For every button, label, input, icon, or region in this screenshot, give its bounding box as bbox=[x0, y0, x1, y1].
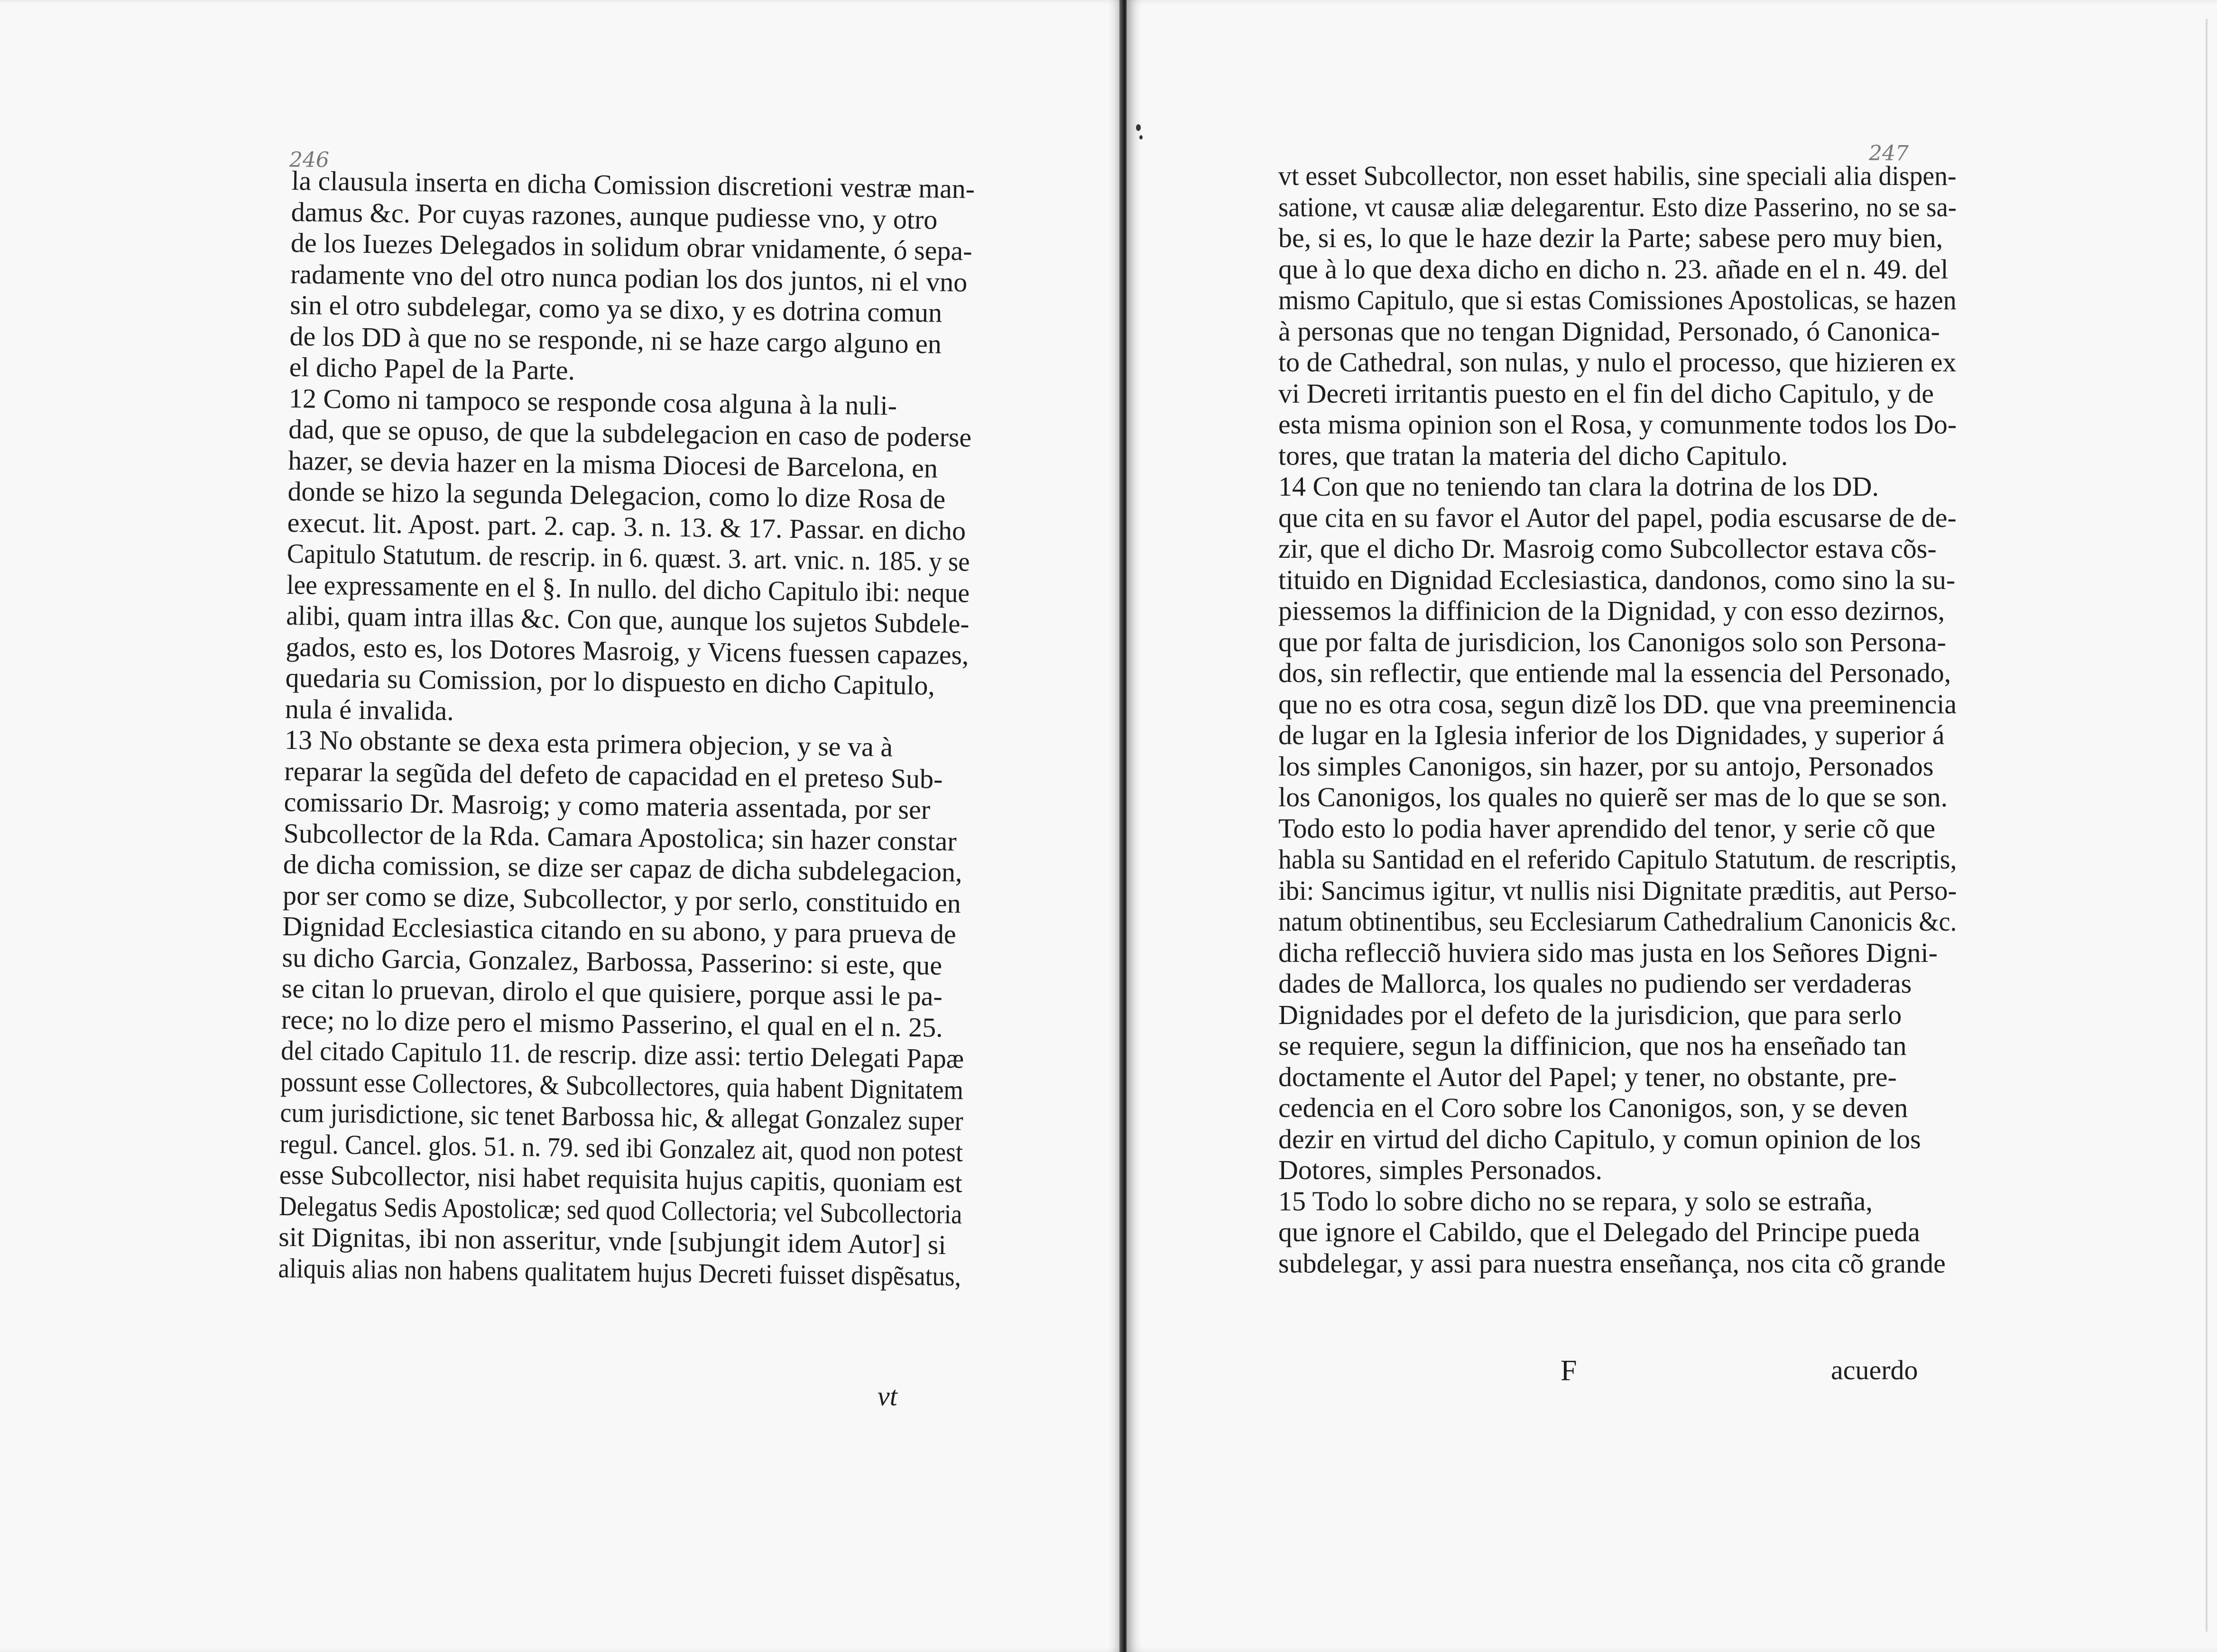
text-line: esse Subcollector, nisi habet requisita hujus capitis, quoniam est bbox=[279, 1159, 963, 1199]
right-catchword: acuerdo bbox=[1831, 1355, 1918, 1385]
text-line: dad, que se opuso, de que la subdelegacion en caso de poderse bbox=[288, 413, 972, 453]
text-line: ibi: Sancimus igitur, vt nullis nisi Dignitate præditis, aut Perso- bbox=[1278, 875, 1957, 906]
text-line: su dicho Garcia, Gonzalez, Barbossa, Passerino: si este, que bbox=[282, 941, 942, 981]
text-line: possunt esse Collectores, & Subcollectores, quia habent Dignitatem bbox=[280, 1066, 964, 1105]
text-line: Capitulo Statutum. de rescrip. in 6. quæst. 3. art. vnic. n. 185. y se bbox=[286, 537, 970, 577]
text-line: piessemos la diffinicion de la Dignidad, y con esso dezirnos, bbox=[1278, 595, 1945, 626]
text-line: de dicha comission, se dize ser capaz de dicha subdelegacion, bbox=[283, 848, 963, 888]
text-line: donde se hizo la segunda Delegacion, como lo dize Rosa de bbox=[287, 475, 946, 515]
text-line: el dicho Papel de la Parte. bbox=[289, 351, 575, 386]
right-page-text bbox=[1278, 160, 1957, 1279]
text-line: execut. lit. Apost. part. 2. cap. 3. n. 13. & 17. Passar. en dicho bbox=[287, 507, 966, 546]
text-line: Delegatus Sedis Apostolicæ; sed quod Collectoria; vel Subcollectoria bbox=[278, 1190, 962, 1229]
text-line: Dignidades por el defeto de la jurisdicion, que para serlo bbox=[1278, 999, 1902, 1030]
text-line: dos, sin reflectir, que entiende mal la essencia del Personado, bbox=[1278, 657, 1951, 688]
text-line: vt esset Subcollector, non esset habilis, sine speciali alia dispen- bbox=[1278, 160, 1957, 191]
text-line: 15 Todo lo sobre dicho no se repara, y solo se estraña, bbox=[1278, 1185, 1873, 1217]
text-line: Dotores, simples Personados. bbox=[1278, 1154, 1603, 1185]
text-line: Todo esto lo podia haver aprendido del tenor, y serie cõ que bbox=[1278, 812, 1936, 844]
text-line: Subcollector de la Rda. Camara Apostolica; sin hazer constar bbox=[283, 817, 957, 857]
text-line: lee expressamente en el §. In nullo. del dicho Capitulo ibi: neque bbox=[286, 569, 970, 609]
text-line: se citan lo pruevan, dirolo el que quisiere, porque assi le pa- bbox=[281, 972, 943, 1012]
text-line: 14 Con que no teniendo tan clara la dotrina de los DD. bbox=[1278, 471, 1879, 502]
text-line: de los Iuezes Delegados in solidum obrar vnidamente, ó sepa- bbox=[290, 227, 972, 267]
text-line: alibi, quam intra illas &c. Con que, aunque los sujetos Subdele- bbox=[286, 600, 970, 639]
text-line: de lugar en la Iglesia inferior de los Dignidades, y superior á bbox=[1278, 720, 1945, 750]
text-line: comissario Dr. Masroig; y como materia assentada, por ser bbox=[284, 786, 931, 825]
text-line: que cita en su favor el Autor del papel, podia escusarse de de- bbox=[1278, 502, 1957, 533]
left-page-text bbox=[278, 165, 975, 1292]
text-line: se requiere, segun la diffinicion, que nos ha enseñado tan bbox=[1278, 1030, 1907, 1061]
text-line: zir, que el dicho Dr. Masroig como Subcollector estava cõs- bbox=[1278, 533, 1937, 564]
text-line: dades de Mallorca, los quales no pudiendo ser verdaderas bbox=[1278, 968, 1912, 999]
text-line: reparar la segũda del defeto de capacidad en el preteso Sub- bbox=[284, 755, 943, 794]
text-line: cum jurisdictione, sic tenet Barbossa hic, & allegat Gonzalez super bbox=[280, 1097, 964, 1136]
text-line: mismo Capitulo, que si estas Comissiones Apostolicas, se hazen bbox=[1278, 285, 1957, 315]
left-folio-number: 246 bbox=[289, 148, 329, 172]
text-line: cedencia en el Coro sobre los Canonigos, son, y se deven bbox=[1278, 1092, 1908, 1123]
text-line: doctamente el Autor del Papel; y tener, no obstante, pre- bbox=[1278, 1061, 1897, 1092]
text-line: los simples Canonigos, sin hazer, por su antojo, Personados bbox=[1278, 750, 1934, 782]
text-line: nula é invalida. bbox=[285, 693, 454, 726]
text-line: radamente vno del otro nunca podian los dos juntos, ni el vno bbox=[290, 258, 968, 297]
text-line: sit Dignitas, ibi non asseritur, vnde [subjungit idem Autor] si bbox=[278, 1221, 946, 1261]
text-line: be, si es, lo que le haze dezir la Parte; sabese pero muy bien, bbox=[1278, 222, 1943, 253]
text-line: habla su Santidad en el referido Capitulo Statutum. de rescriptis, bbox=[1278, 844, 1957, 875]
text-line: que por falta de jurisdicion, los Canonigos solo son Persona- bbox=[1278, 626, 1946, 657]
text-line: 13 No obstante se dexa esta primera objecion, y se va à bbox=[284, 724, 893, 763]
text-line: Dignidad Ecclesiastica citando en su abono, y para prueva de bbox=[282, 910, 957, 950]
text-line: rece; no lo dize pero el mismo Passerino, el qual en el n. 25. bbox=[281, 1004, 943, 1043]
text-line: regul. Cancel. glos. 51. n. 79. sed ibi Gonzalez ait, quod non potest bbox=[279, 1128, 963, 1167]
text-line: dezir en virtud del dicho Capitulo, y comun opinion de los bbox=[1278, 1123, 1921, 1154]
text-line: 12 Como ni tampoco se responde cosa alguna à la nuli- bbox=[288, 382, 897, 421]
text-line: los Canonigos, los quales no quierẽ ser mas de lo que se son. bbox=[1278, 782, 1948, 812]
text-line: del citado Capitulo 11. de rescrip. dize assi: tertio Delegati Papæ bbox=[280, 1034, 964, 1074]
text-line: quedaria su Comission, por lo dispuesto en dicho Capitulo, bbox=[285, 662, 935, 701]
left-catchword: vt bbox=[878, 1381, 897, 1412]
text-line: tores, que tratan la materia del dicho Capitulo. bbox=[1278, 440, 1788, 471]
text-line: que à lo que dexa dicho en dicho n. 23. añade en el n. 49. del bbox=[1278, 253, 1949, 285]
text-line: sin el otro subdelegar, como ya se dixo, y es dotrina comun bbox=[290, 289, 942, 328]
text-line: satione, vt causæ aliæ delegarentur. Esto dize Passerino, no se sa- bbox=[1278, 191, 1957, 222]
text-line: gados, esto es, los Dotores Masroig, y Vicens fuessen capazes, bbox=[286, 631, 969, 671]
text-line: la clausula inserta en dicha Comission discretioni vestræ man- bbox=[291, 165, 975, 204]
ink-speck bbox=[1136, 124, 1141, 131]
text-line: à personas que no tengan Dignidad, Personado, ó Canonica- bbox=[1278, 315, 1940, 347]
text-line: damus &c. Por cuyas razones, aunque pudiesse vno, y otro bbox=[291, 196, 938, 235]
text-line: por ser como se dize, Subcollector, y por serlo, constituido en bbox=[282, 879, 961, 919]
text-line: de los DD à que no se responde, ni se haze cargo alguno en bbox=[289, 320, 942, 360]
text-line: aliquis alias non habens qualitatem hujus Decreti fuisset dispẽsatus, bbox=[278, 1252, 961, 1292]
signature-mark: F bbox=[1561, 1355, 1577, 1387]
text-line: tituido en Dignidad Ecclesiastica, dandonos, como sino la su- bbox=[1278, 564, 1956, 595]
text-line: que ignore el Cabildo, que el Delegado del Principe pueda bbox=[1278, 1217, 1920, 1247]
text-line: esta misma opinion son el Rosa, y comunmente todos los Do- bbox=[1278, 409, 1957, 440]
text-line: to de Cathedral, son nulas, y nulo el processo, que hizieren ex bbox=[1278, 347, 1957, 378]
text-line: subdelegar, y assi para nuestra enseñança, nos cita cõ grande bbox=[1278, 1247, 1946, 1279]
text-line: hazer, se devia hazer en la misma Diocesi de Barcelona, en bbox=[288, 444, 938, 484]
text-line: dicha reflecciõ huviera sido mas justa en los Señores Digni- bbox=[1278, 937, 1938, 968]
ink-speck bbox=[1139, 135, 1143, 139]
text-line: que no es otra cosa, segun dizẽ los DD. que vna preeminencia bbox=[1278, 688, 1957, 720]
page-edge bbox=[2206, 19, 2208, 1632]
text-line: natum obtinentibus, seu Ecclesiarum Cathedralium Canonicis &c. bbox=[1278, 906, 1957, 937]
text-line: vi Decreti irritantis puesto en el fin del dicho Capitulo, y de bbox=[1278, 378, 1934, 409]
right-folio-number: 247 bbox=[1869, 141, 1909, 166]
